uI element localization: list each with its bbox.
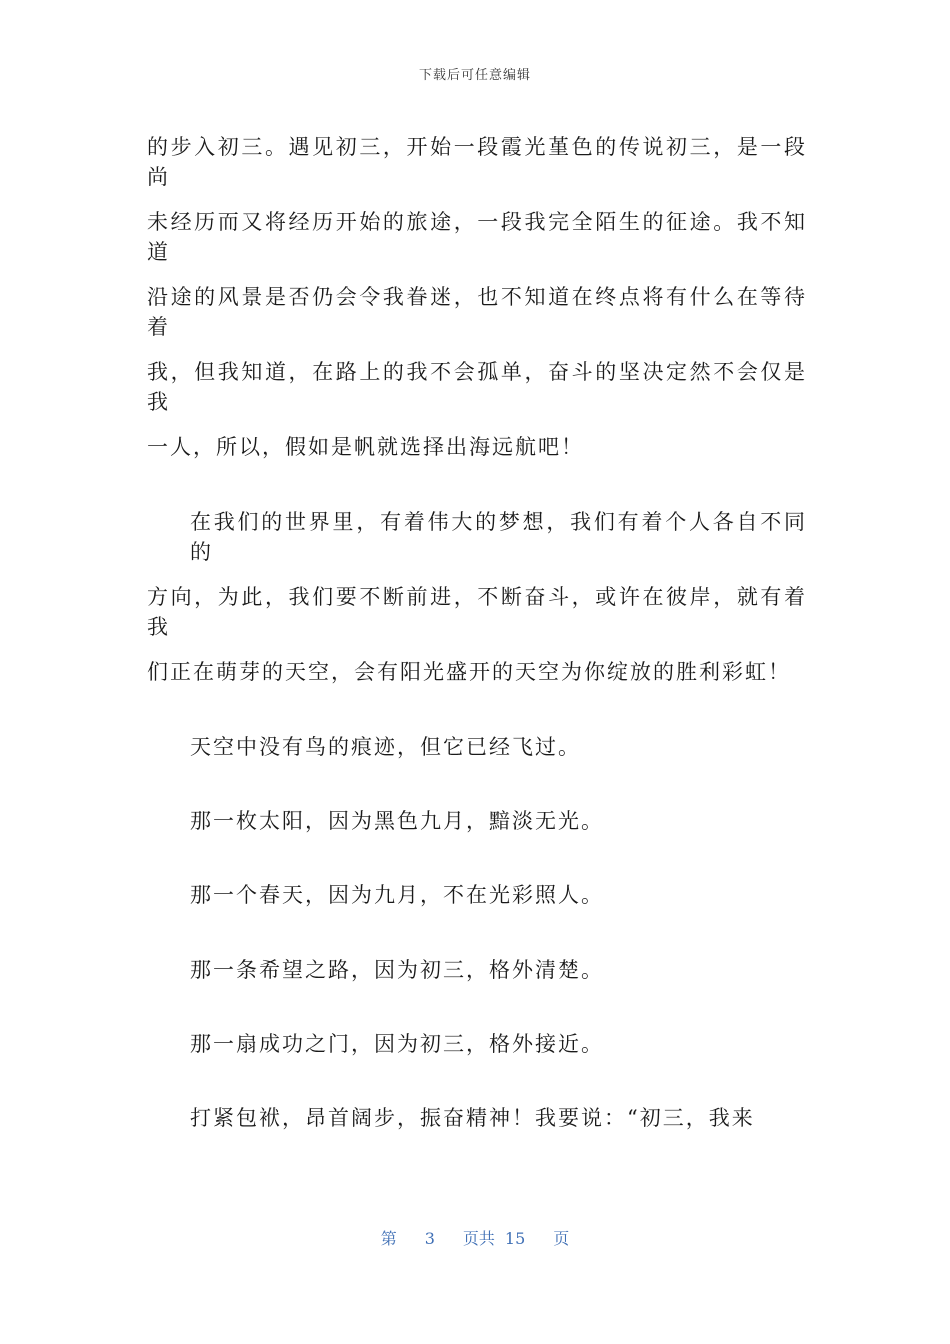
paragraph-line: 那一扇成功之门，因为初三，格外接近。 (190, 1032, 604, 1056)
footer-middle: 页共 (462, 1229, 495, 1248)
page-footer (0, 1226, 950, 1249)
text-line: 一人，所以，假如是帆就选择出海远航吧！ (147, 435, 584, 459)
text-line: 沿途的风景是否仍会令我眷迷，也不知道在终点将有什么在等待着 (147, 285, 807, 339)
paragraph-line: 打紧包袱，昂首阔步，振奋精神！我要说：“初三，我来 (190, 1106, 755, 1130)
paragraph-line: 那一枚太阳，因为黑色九月，黯淡无光。 (190, 809, 604, 833)
paragraph-line: 那一个春天，因为九月，不在光彩照人。 (190, 883, 604, 907)
footer-page-number: 3 (424, 1229, 435, 1248)
paragraph-line: 天空中没有鸟的痕迹，但它已经飞过。 (190, 735, 581, 759)
footer-prefix: 第 (380, 1229, 397, 1248)
text-line: 未经历而又将经历开始的旅途，一段我完全陌生的征途。我不知道 (147, 210, 807, 264)
page-header: 下载后可任意编辑 (418, 68, 531, 83)
footer-total-pages: 15 (504, 1229, 526, 1248)
paragraph-line: 那一条希望之路，因为初三，格外清楚。 (190, 958, 604, 982)
text-line: 的步入初三。遇见初三，开始一段霞光堇色的传说初三，是一段尚 (147, 135, 807, 189)
text-line: 们正在萌芽的天空，会有阳光盛开的天空为你绽放的胜利彩虹！ (147, 660, 791, 684)
paragraph-first-line: 在我们的世界里，有着伟大的梦想，我们有着个人各自不同的 (190, 510, 807, 564)
footer-suffix: 页 (553, 1229, 570, 1248)
text-line: 我，但我知道，在路上的我不会孤单，奋斗的坚决定然不会仅是我 (147, 360, 807, 414)
text-line: 方向，为此，我们要不断前进，不断奋斗，或许在彼岸，就有着我 (147, 585, 807, 639)
